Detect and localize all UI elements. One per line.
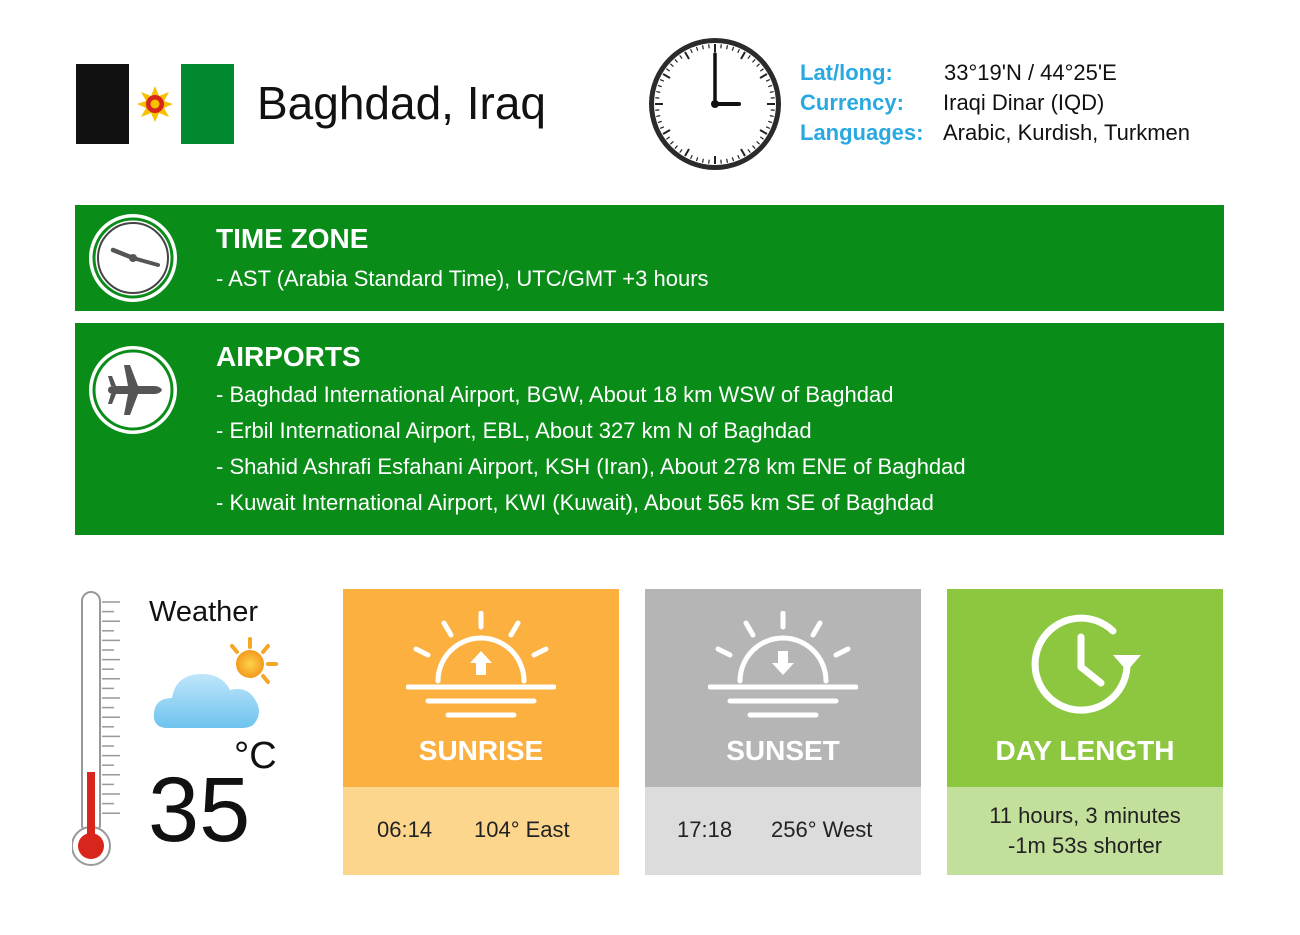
clock-tick: [656, 116, 660, 117]
sunrise-card-bottom: [343, 787, 619, 875]
sunrise-card: [343, 589, 619, 875]
temperature-unit: °C: [234, 735, 277, 777]
day-length-title: DAY LENGTH: [995, 735, 1175, 766]
weather-label: Weather: [149, 596, 259, 628]
languages-row: [800, 120, 1190, 146]
time-zone-line: - AST (Arabia Standard Time), UTC/GMT +3 hours: [216, 266, 709, 291]
day-length-change: -1m 53s shorter: [1007, 833, 1163, 858]
sunset-icon: [708, 611, 858, 721]
airport-item: - Shahid Ashrafi Esfahani Airport, KSH (Iran), About 278 km ENE of Baghdad: [216, 454, 966, 479]
sunrise-icon: [406, 611, 556, 721]
day-length-card-bottom: [947, 787, 1223, 875]
wall-clock-icon: [647, 36, 783, 172]
sunset-card-top: [645, 589, 921, 787]
clock-rotate-icon: [1027, 609, 1143, 721]
time-zone-panel: [75, 205, 1224, 311]
languages-value: Arabic, Kurdish, Turkmen: [943, 120, 1190, 145]
currency-value: Iraqi Dinar (IQD): [943, 90, 1105, 115]
lat-long-value: 33°19'N / 44°25'E: [944, 60, 1117, 85]
sunset-direction: 256° West: [771, 817, 873, 842]
iraq-flag-icon: [76, 64, 234, 144]
thermometer-icon: [72, 590, 124, 870]
airports-title: AIRPORTS: [216, 341, 361, 372]
clock-tick: [770, 92, 774, 93]
airport-item: - Kuwait International Airport, KWI (Kuwait), About 565 km SE of Baghdad: [216, 490, 934, 515]
clock-tick: [656, 92, 660, 93]
page-title: Baghdad, Iraq: [257, 77, 547, 129]
clock-tick: [770, 116, 774, 117]
lat-long-row: [800, 60, 1117, 86]
day-length-card: [947, 589, 1223, 875]
sunset-card: [645, 589, 921, 875]
airports-panel: [75, 323, 1224, 535]
lat-long-label: Lat/long:: [800, 60, 893, 85]
sunrise-card-top: [343, 589, 619, 787]
clock-tick: [703, 45, 704, 49]
clock-tick: [727, 45, 728, 49]
cloud-sun-icon: [150, 636, 282, 736]
clock-tick: [727, 159, 728, 163]
currency-row: [800, 90, 1104, 116]
sunset-title: SUNSET: [726, 735, 840, 766]
clock-tick: [703, 159, 704, 163]
sunset-time: 17:18: [677, 817, 733, 842]
sunrise-title: SUNRISE: [418, 735, 544, 766]
day-length-duration: 11 hours, 3 minutes: [989, 803, 1181, 828]
sunrise-time: 06:14: [377, 817, 433, 842]
airplane-icon: [88, 345, 178, 435]
airport-item: - Baghdad International Airport, BGW, About 18 km WSW of Baghdad: [216, 382, 894, 407]
sunset-card-bottom: [645, 787, 921, 875]
languages-label: Languages:: [800, 120, 924, 145]
temperature-value: 35: [148, 759, 251, 861]
clock-icon: [88, 213, 178, 303]
currency-label: Currency:: [800, 90, 904, 115]
airport-item: - Erbil International Airport, EBL, About 327 km N of Baghdad: [216, 418, 812, 443]
day-length-card-top: [947, 589, 1223, 787]
sunrise-direction: 104° East: [474, 817, 570, 842]
time-zone-title: TIME ZONE: [216, 223, 369, 254]
